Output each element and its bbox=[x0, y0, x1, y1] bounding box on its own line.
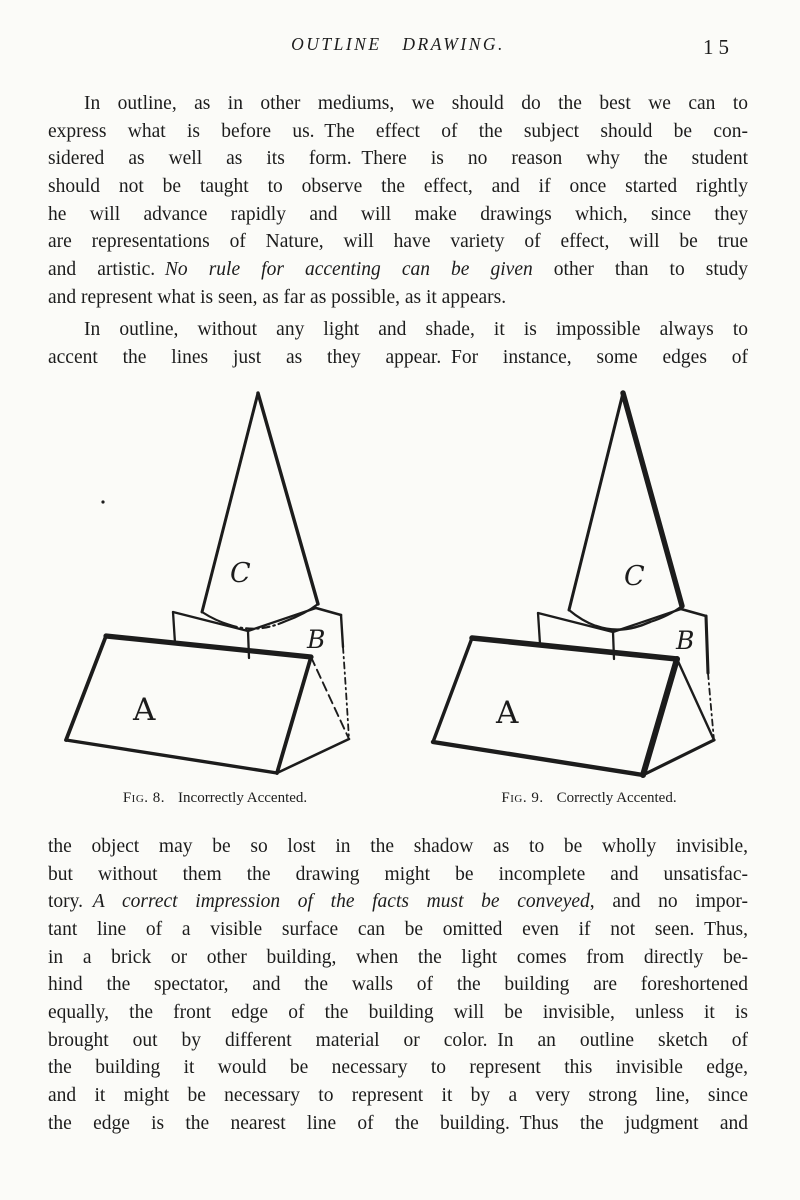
prism-left-edge bbox=[433, 638, 472, 742]
paragraph-2 bbox=[48, 316, 748, 371]
cone-left-edge bbox=[569, 393, 623, 610]
label-prism-a: A bbox=[496, 695, 519, 731]
text-run: but without them the drawing might be incomplete and unsatisfac- bbox=[48, 863, 748, 885]
prism-top-edge bbox=[472, 638, 677, 659]
text-run: should not be taught to observe the effect, and if once started rightly bbox=[48, 175, 748, 197]
prism-end-bottom bbox=[277, 739, 349, 773]
block-hidden-edge bbox=[343, 647, 349, 739]
prism-bottom-edge bbox=[433, 742, 643, 775]
prism-front-slope bbox=[277, 657, 311, 773]
label-prism-a: A bbox=[133, 692, 156, 728]
text-run: and represent what is seen, as far as possible, as it appears. bbox=[48, 286, 507, 308]
text-line bbox=[48, 201, 748, 229]
page-number: 15 bbox=[703, 35, 734, 59]
text-run: tory. bbox=[48, 891, 93, 913]
block-left-corner bbox=[173, 612, 175, 643]
text-line bbox=[48, 861, 748, 889]
prism-bottom-edge bbox=[66, 740, 277, 773]
text-run: brought out by different material or color. In an outline sketch of bbox=[48, 1029, 748, 1051]
text-line bbox=[48, 344, 748, 372]
text-run: In outline, as in other mediums, we should do the best we can to bbox=[84, 93, 748, 114]
prism-top-edge bbox=[106, 636, 311, 657]
running-header bbox=[48, 34, 748, 60]
text-run: are representations of Nature, will have variety of effect, will be true bbox=[48, 231, 748, 253]
text-run: express what is before us. The effect of the subject should be con- bbox=[48, 120, 748, 142]
text-line bbox=[48, 118, 748, 146]
italic-text-run: A correct impression of the facts must be conveyed bbox=[92, 891, 590, 913]
block-left-corner bbox=[538, 613, 540, 644]
text-run: the building it would be necessary to represent this invisible edge, bbox=[48, 1057, 748, 1079]
text-line bbox=[48, 916, 748, 944]
block-right-top bbox=[248, 608, 316, 631]
text-line bbox=[48, 316, 748, 344]
text-line bbox=[48, 1110, 748, 1138]
text-line bbox=[48, 971, 748, 999]
text-line bbox=[48, 145, 748, 173]
text-run: other than to study bbox=[532, 258, 749, 280]
text-run: sidered as well as its form. There is no reason why the student bbox=[48, 148, 748, 170]
text-line bbox=[48, 1054, 748, 1082]
text-run: In outline, without any light and shade, it is impossible always to bbox=[84, 319, 748, 340]
text-line bbox=[48, 833, 748, 861]
figure-9-drawing bbox=[424, 390, 734, 785]
figure-8-caption-text: Incorrectly Accented. bbox=[178, 790, 308, 806]
prism-left-edge bbox=[66, 636, 106, 740]
block-corner-edge bbox=[681, 609, 706, 616]
page-title: OUTLINE DRAWING. bbox=[291, 34, 505, 54]
text-run: the edge is the nearest line of the building. Thus the judgment and bbox=[48, 1112, 748, 1134]
prism-back-edge bbox=[311, 657, 349, 739]
block-right-edge bbox=[706, 616, 708, 673]
text-run: equally, the front edge of the building will be invisible, unless it is bbox=[48, 1001, 748, 1023]
text-run: accent the lines just as they appear. For instance, some edges of bbox=[48, 346, 748, 368]
label-cone-c: C bbox=[624, 561, 645, 592]
figure-9-caption bbox=[424, 790, 754, 807]
text-line bbox=[48, 1082, 748, 1110]
text-line bbox=[48, 888, 748, 916]
figure-9-caption-text: Correctly Accented. bbox=[556, 790, 677, 806]
text-line bbox=[48, 228, 748, 256]
block-corner-edge bbox=[316, 608, 341, 615]
text-line bbox=[48, 90, 748, 118]
text-run: the object may be so lost in the shadow as to be wholly invisible, bbox=[48, 836, 748, 857]
figure-8-label: Fig. 8. bbox=[122, 790, 166, 806]
print-speck bbox=[101, 500, 104, 503]
figure-8-drawing bbox=[60, 390, 370, 785]
label-cone-c: C bbox=[230, 558, 251, 589]
text-run: tant line of a visible surface can be omitted even if not seen. Thus, bbox=[48, 918, 748, 940]
label-block-b: B bbox=[307, 625, 326, 654]
text-line bbox=[48, 944, 748, 972]
text-run: and it might be necessary to represent it by a very strong line, since bbox=[48, 1084, 748, 1106]
block-right-edge bbox=[341, 615, 343, 647]
text-line bbox=[48, 1027, 748, 1055]
figure-8-caption bbox=[60, 790, 370, 807]
block-front-top bbox=[173, 612, 248, 631]
text-run: he will advance rapidly and will make drawings which, since they bbox=[48, 203, 748, 225]
text-line bbox=[48, 999, 748, 1027]
text-line bbox=[48, 256, 748, 284]
italic-text-run: No rule for accenting can be given bbox=[164, 258, 533, 280]
label-block-b: B bbox=[676, 626, 695, 655]
text-run: , and no impor- bbox=[589, 891, 748, 913]
block-right-top bbox=[613, 609, 681, 632]
text-run: hind the spectator, and the walls of the building are foreshortened bbox=[48, 974, 748, 996]
text-line bbox=[48, 284, 748, 312]
prism-front-slope bbox=[643, 659, 677, 775]
paragraph-1 bbox=[48, 90, 748, 311]
cone-right-edge bbox=[258, 393, 318, 604]
block-front-divider bbox=[248, 631, 249, 658]
text-run: and artistic. bbox=[48, 258, 165, 280]
figure-9-label: Fig. 9. bbox=[501, 790, 544, 806]
text-run: in a brick or other building, when the light comes from directly be- bbox=[48, 946, 748, 968]
paragraph-2-continued bbox=[48, 833, 748, 1137]
text-line bbox=[48, 173, 748, 201]
